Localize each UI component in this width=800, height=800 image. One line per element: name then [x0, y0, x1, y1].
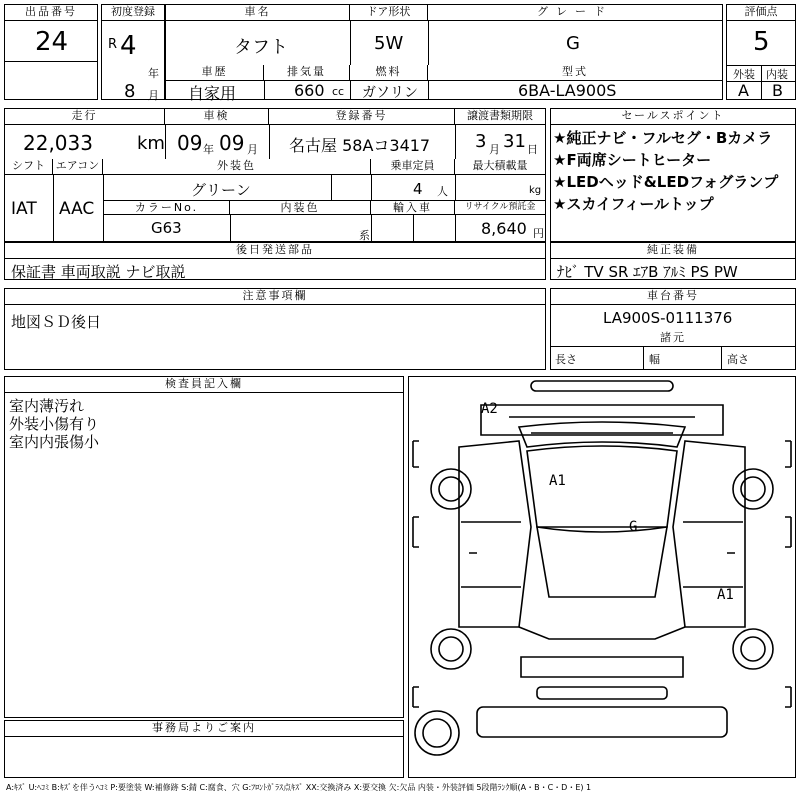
first-reg-month-unit: 月: [148, 89, 159, 102]
int-color-label: 内装色: [230, 201, 371, 215]
first-reg-year: 4: [120, 31, 137, 61]
score-value: 5: [753, 27, 770, 57]
shift-value: IAT: [11, 199, 37, 219]
office-box: [4, 720, 404, 778]
history-label: 車歴: [166, 65, 264, 81]
dims-width-label: 幅: [649, 353, 660, 366]
dims-label: 諸元: [551, 331, 795, 347]
recycle-value: 8,640: [481, 219, 527, 238]
dims-length-label: 長さ: [555, 353, 577, 366]
later-parts-value: 保証書 車両取説 ナビ取説: [11, 263, 186, 281]
inspection-year: 09: [177, 131, 203, 155]
transfer-label: 譲渡書類期限: [455, 109, 545, 125]
damage-mark-g: G: [629, 519, 638, 535]
grade-value: G: [566, 33, 580, 54]
lot-label: 出品番号: [5, 5, 97, 21]
ext-color-label: 外装色: [103, 159, 371, 175]
displacement-label: 排気量: [264, 65, 350, 81]
notes-box: [4, 288, 546, 370]
history-value: 自家用: [188, 84, 237, 103]
mileage-unit: km: [137, 133, 165, 154]
reg-no-value: 名古屋 58Aコ3417: [289, 136, 431, 155]
inspector-box: [4, 376, 404, 718]
color-no-value: G63: [151, 219, 182, 237]
inspector-note-line: 室内薄汚れ: [9, 397, 85, 415]
chassis-value: LA900S-0111376: [603, 309, 733, 327]
mileage-value: 22,033: [23, 131, 93, 155]
inspection-month: 09: [219, 131, 245, 155]
color-no-label: カラーNo.: [104, 201, 230, 215]
car-name-label: 車名: [166, 5, 350, 21]
grade-label: グレード: [428, 5, 722, 21]
ext-score-value: A: [738, 81, 749, 100]
max-load-unit: kg: [529, 185, 542, 196]
first-reg-label: 初度登録: [102, 5, 164, 21]
notes-label: 注意事項欄: [5, 289, 545, 305]
model-value: 6BA-LA900S: [518, 81, 617, 100]
ext-color-value: グリーン: [191, 181, 251, 199]
capacity-unit: 人: [437, 185, 448, 198]
legend-text: A:ｷｽﾞ U:ﾍｺﾐ B:ｷｽﾞを伴うﾍｺﾐ P:要塗装 W:補修跡 S:錆 C:腐食、穴 G:ﾌﾛﾝﾄｶﾞﾗｽ点ｷｽﾞ XX:交換済み X:要交換 欠:欠品 内装・外装評価 5段階ﾗﾝｸ順(A・B・C・D・E) 1: [6, 783, 592, 792]
sales-points-label: セールスポイント: [551, 109, 795, 125]
dims-height-label: 高さ: [727, 353, 749, 366]
later-parts-box: [4, 242, 546, 280]
transfer-month-unit: 月: [489, 143, 500, 156]
damage-mark-a1-roof: A1: [549, 473, 566, 489]
first-reg-era: R: [108, 37, 118, 52]
sales-point-item: ★スカイフィールトップ: [553, 195, 714, 213]
score-label: 評価点: [727, 5, 795, 21]
max-load-label: 最大積載量: [455, 159, 545, 175]
transfer-day: 31: [503, 131, 526, 152]
int-score-value: B: [772, 81, 783, 100]
inspection-month-unit: 月: [247, 143, 258, 156]
inspection-year-unit: 年: [203, 143, 214, 156]
car-name-value: タフト: [234, 37, 288, 58]
doors-value: 5W: [374, 33, 404, 54]
score-box: [726, 4, 796, 100]
equipment-box: [550, 242, 796, 280]
inspector-note-line: 室内内張傷小: [9, 433, 100, 451]
car-outline-diagram: [409, 377, 795, 777]
first-reg-year-unit: 年: [148, 67, 159, 80]
inspector-note-line: 外装小傷有り: [9, 415, 100, 433]
first-reg-month: 8: [124, 81, 136, 102]
shift-label: シフト: [5, 159, 53, 175]
sales-point-item: ★LEDヘッド&LEDフォグランプ: [553, 173, 779, 191]
transfer-day-unit: 日: [527, 143, 538, 156]
aircon-value: AAC: [59, 199, 95, 219]
displacement-value: 660: [294, 81, 325, 100]
mileage-block: [4, 108, 546, 242]
equipment-label: 純正装備: [551, 243, 795, 259]
sales-points-list: [553, 127, 778, 215]
recycle-label: リサイクル預託金: [455, 201, 545, 215]
recycle-unit: 円: [533, 227, 544, 240]
chassis-label: 車台番号: [551, 289, 795, 305]
mileage-label: 走行: [5, 109, 165, 125]
later-parts-label: 後日発送部品: [5, 243, 545, 259]
lot-box: [4, 4, 98, 100]
int-score-label: 内装: [766, 68, 788, 81]
import-label: 輸入車: [371, 201, 455, 215]
aircon-label: エアコン: [53, 159, 103, 175]
car-diagram: [408, 376, 796, 778]
displacement-unit: cc: [332, 85, 345, 98]
sales-points-box: [550, 108, 796, 242]
office-label: 事務局よりご案内: [5, 721, 403, 737]
transfer-month: 3: [475, 131, 487, 152]
inspector-notes: [9, 397, 99, 451]
doors-label: ドア形状: [350, 5, 428, 21]
equipment-value: ﾅﾋﾞ TV SR ｴｱB ｱﾙﾐ PS PW: [557, 263, 738, 281]
capacity-label: 乗車定員: [371, 159, 455, 175]
reg-no-label: 登録番号: [269, 109, 455, 125]
ext-score-label: 外装: [733, 68, 755, 81]
fuel-label: 燃料: [350, 65, 428, 81]
first-reg-box: [101, 4, 165, 100]
chassis-box: [550, 288, 796, 370]
car-info-block: [165, 4, 723, 103]
fuel-value: ガソリン: [362, 85, 418, 101]
sales-point-item: ★F両席シートヒーター: [553, 151, 712, 169]
damage-mark-a1-side: A1: [717, 587, 734, 603]
int-color-unit: 系: [359, 229, 370, 242]
damage-mark-a2: A2: [481, 401, 498, 417]
lot-number: 24: [35, 27, 69, 57]
inspector-label: 検査員記入欄: [5, 377, 403, 393]
model-label: 型式: [428, 65, 722, 81]
notes-value: 地図ＳＤ後日: [11, 313, 102, 331]
capacity-value: 4: [413, 180, 423, 198]
sales-point-item: ★純正ナビ・フルセグ・Bカメラ: [553, 129, 773, 147]
inspection-label: 車検: [165, 109, 269, 125]
